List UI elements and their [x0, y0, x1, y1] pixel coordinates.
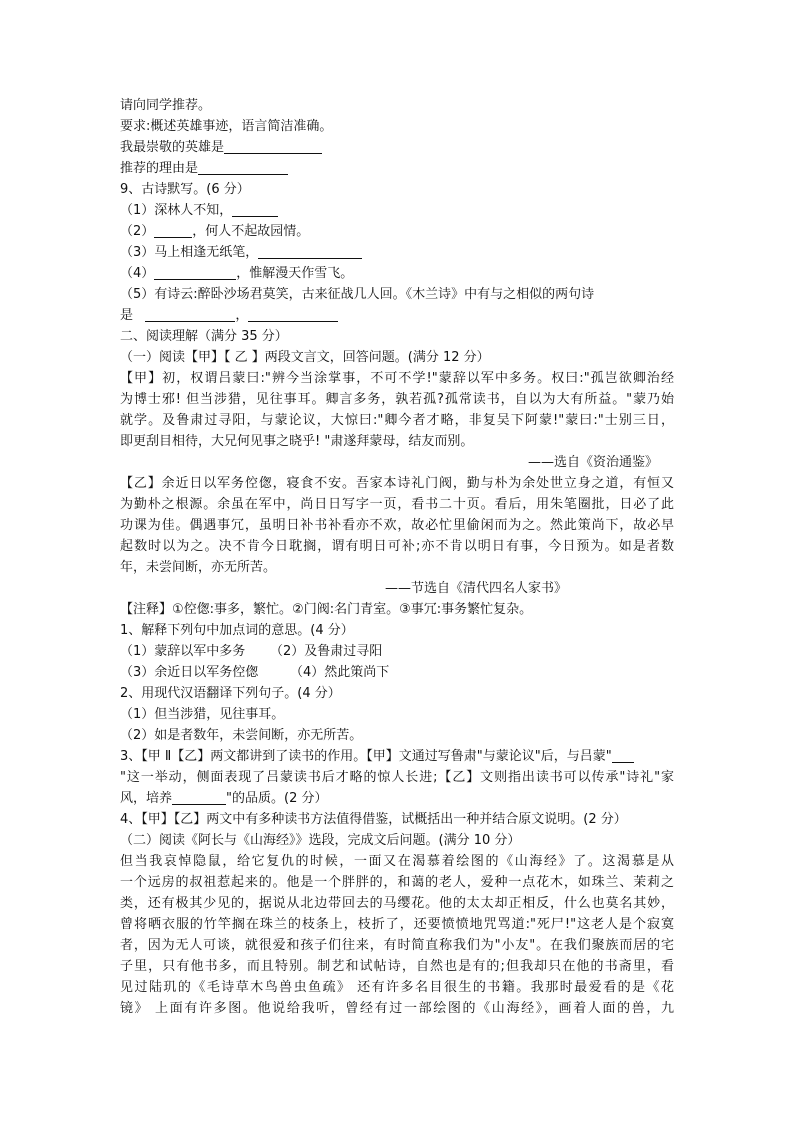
text-segment: ，何人不起故园情。: [192, 224, 310, 239]
text-line: 要求:概述英雄事迹，语言简洁准确。: [120, 119, 333, 134]
text-segment: （4）然此策尚下: [290, 665, 390, 680]
text-line: （5）有诗云:醉卧沙场君莫笑，古来征战几人回。《木兰诗》中有与之相似的两句诗: [120, 287, 595, 302]
answer-blank: [258, 244, 362, 259]
text-line: 请向同学推荐。: [120, 98, 212, 113]
text-line: 为博士邪! 但当涉猎，见往事耳。卿言多务，孰若孤?孤常读书，自以为大有所益。"蒙乃始: [120, 392, 674, 407]
answer-blank: [612, 748, 634, 763]
text-line: [120, 747, 634, 767]
answer-blank: [232, 202, 278, 217]
answer-blank: [154, 265, 236, 280]
text-line: "这一举动，侧面表现了吕蒙读书后才略的惊人长进;【乙】文则指出读书可以传承"诗礼"家: [120, 770, 674, 785]
text-segment: （3）马上相逢无纸笔，: [120, 245, 259, 260]
section-heading: （一）阅读【甲】【 乙 】两段文言文，回答问题。(满分 12 分）: [120, 350, 490, 365]
text-line: [120, 789, 327, 809]
source-citation: ——节选自《清代四名人家书》: [385, 581, 568, 596]
text-line: [120, 663, 389, 683]
text-segment: （4）: [120, 266, 155, 281]
text-segment: 推荐的理由是: [120, 161, 199, 176]
text-line: [120, 243, 362, 263]
text-line: 一个远房的叔祖惹起来的。他是一个胖胖的，和蔼的老人，爱种一点花木，如珠兰、茉莉之: [120, 875, 674, 890]
text-segment: （3）余近日以军务倥偬: [120, 665, 259, 680]
answer-blank: [198, 160, 288, 175]
text-line: （2）如是者数年，未尝间断，亦无所苦。: [120, 728, 363, 743]
question-heading: 4、【甲】【乙】两文中有多种读书方法值得借鉴，试概括出一种并结合原文说明。(2 分）: [120, 812, 627, 827]
text-line: 功课为佳。偶遇事冗，虽明日补书补看亦不欢，故必忙里偷闲而为之。然此策尚下，故必早: [120, 518, 674, 533]
text-segment: 我最崇敬的英雄是: [120, 140, 225, 155]
question-heading: 2、用现代汉语翻译下列句子。(4 分）: [120, 686, 341, 701]
text-line: 但当我哀悼隐鼠，给它复仇的时候，一面又在渴慕着绘图的《山海经》了。这渴慕是从: [120, 854, 674, 869]
text-line: 起数时以为之。决不肯今日耽搁，谓有明日可补;亦不肯以明日有事，今日预为。如是者数: [120, 539, 674, 554]
answer-blank: [154, 223, 192, 238]
text-line: 年，未尝间断，亦无所苦。: [120, 560, 277, 575]
text-line: [120, 138, 322, 158]
text-line: [120, 264, 353, 284]
answer-blank: [248, 307, 338, 322]
text-line: [120, 306, 338, 326]
text-line: 【甲】初，权谓吕蒙曰:"辨今当涂掌事，不可不学!"蒙辞以军中多务。权曰:"孤岂欲卿治经: [120, 371, 674, 386]
text-line: 为勤朴之根源。余虽在军中，尚日日写字一页，看书二十页。看后，用朱笔圈批，日必了此: [120, 497, 674, 512]
text-segment: ，: [235, 308, 249, 323]
section-heading: 二、阅读理解（满分 35 分）: [120, 329, 288, 344]
text-line: 即更刮目相待，大兄何见事之晓乎! "肃遂拜蒙母，结友而别。: [120, 434, 474, 449]
text-line: [120, 159, 288, 179]
text-line: 曾将晒衣服的竹竿搁在珠兰的枝条上，枝折了，还要愤愤地咒骂道:"死尸!"这老人是个寂寞: [120, 917, 674, 932]
text-line: 见过陆玑的《毛诗草木鸟兽虫鱼疏》 还有许多名目很生的书籍。我那时最爱看的是《花: [120, 980, 674, 995]
text-line: [120, 222, 309, 242]
text-segment: 风，培养: [120, 791, 173, 806]
text-line: 镜》 上面有许多图。他说给我听，曾经有过一部绘图的《山海经》，画着人面的兽，九: [120, 1001, 674, 1016]
text-line: 类，还有极其少见的，据说从北边带回去的马缨花。他的太太却正相反，什么也莫名其妙，: [120, 896, 674, 911]
text-line: [120, 642, 382, 662]
answer-blank: [172, 790, 226, 805]
text-segment: 3、【甲 Ⅱ【乙】两文都讲到了读书的作用。【甲】文通过写鲁肃"与蒙论议"后，与吕蒙": [120, 749, 612, 764]
question-heading: 1、解释下列句中加点词的意思。(4 分）: [120, 623, 354, 638]
text-segment: 是: [120, 308, 134, 323]
text-segment: （2）: [120, 224, 155, 239]
text-line: （1）但当涉猎，见往事耳。: [120, 707, 285, 722]
text-segment: ，惟解漫天作雪飞。: [236, 266, 354, 281]
text-line: 就学。及鲁肃过寻阳，与蒙论议，大惊曰:"卿今者才略，非复吴下阿蒙!"蒙曰:"士别三日，: [120, 413, 674, 428]
annotation-line: 【注释】①倥偬:事多，繁忙。②门阀:名门青室。③事冗:事务繁忙复杂。: [120, 602, 533, 617]
text-line: 者，因为无人可谈，就很爱和孩子们往来，有时简直称我们为"小友"。在我们聚族而居的宅: [120, 938, 674, 953]
text-line: [120, 201, 278, 221]
text-segment: （1）蒙辞以军中多务: [120, 644, 246, 659]
text-line: 【乙】余近日以军务倥偬，寝食不安。吾家本诗礼门阀，勤与朴为余处世立身之道，有恒又: [120, 476, 674, 491]
answer-blank: [224, 139, 322, 154]
text-segment: （2）及鲁肃过寻阳: [270, 644, 383, 659]
section-heading: （二）阅读《阿长与《山海经》》选段，完成文后问题。(满分 10 分）: [120, 833, 521, 848]
text-segment: （1）深林人不知，: [120, 203, 233, 218]
source-citation: ——选自《资治通鉴》: [528, 455, 659, 470]
text-line: 子里，只有他书多，而且特别。制艺和试帖诗，自然也是有的;但我却只在他的书斋里，看: [120, 959, 674, 974]
answer-blank: [145, 307, 235, 322]
text-segment: "的品质。(2 分）: [226, 791, 328, 806]
question-heading: 9、古诗默写。(6 分）: [120, 182, 250, 197]
